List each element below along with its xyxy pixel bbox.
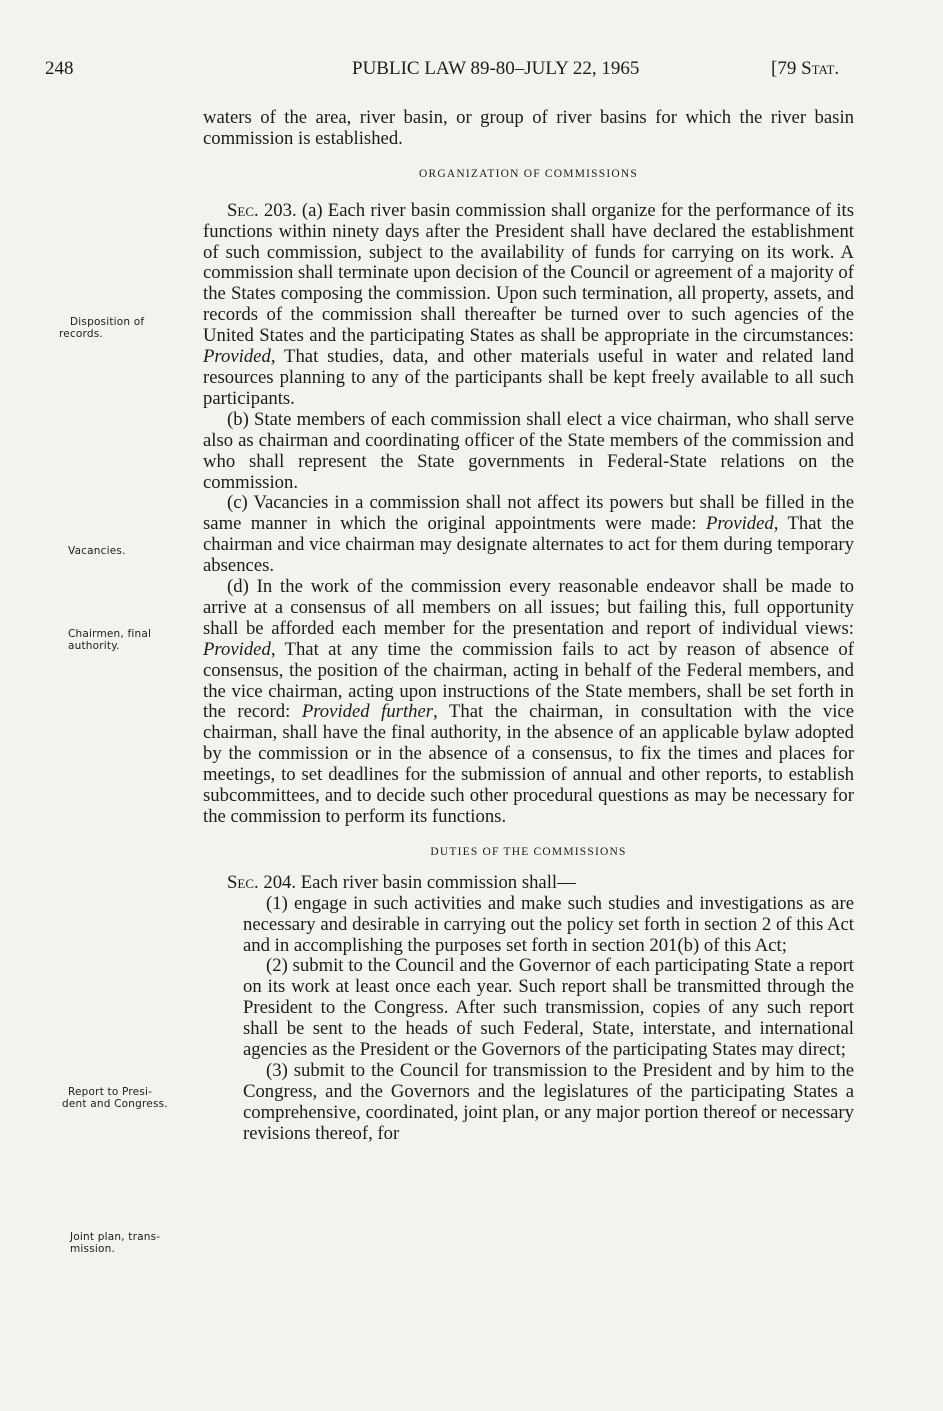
margin-note-joint-plan [70, 1231, 210, 1255]
paragraph-sec-204-3: (3) submit to the Council for transmission to the President and by him to the Congress, and the Governors and the legislatures of the participating States a comprehensive, coordinated, joint plan, or any major portion thereof or necessary revisions thereof, for [243, 1059, 854, 1144]
text-run: (c) Vacancies in a commission shall not affect its powers but shall be filled in the same manner in which the original appointments were made: [203, 492, 854, 535]
margin-note-line: dent and Congress. [62, 1098, 168, 1110]
margin-note-line: authority. [68, 640, 120, 652]
paragraph-continuation: waters of the area, river basin, or group of river basins for which the river basin commission is established. [203, 107, 854, 149]
margin-note-report [62, 1086, 208, 1110]
paragraph-sec-203-a [203, 201, 854, 410]
text-run: 204. Each river basin commission shall— [258, 871, 576, 893]
margin-note-disposition [59, 316, 199, 340]
text-run: , That the chairman and vice chairman may designate alternates to act for them during temporary absences. [203, 513, 854, 577]
proviso: Provided [203, 638, 271, 660]
page-number: 248 [45, 58, 74, 79]
text-run: , That at any time the commission fails to act by reason of absence of consensus, the position of the chairman, acting in behalf of the Federal members, and the vice chairman, acting upon instructions of the State members, shall be set forth in the record: [203, 638, 854, 723]
paragraph-sec-203-b: (b) State members of each commission shall elect a vice chairman, who shall serve also as chairman and coordinating officer of the State members of the commission and who shall represent the State governments in Federal-State relations on the commission. [203, 408, 854, 493]
proviso: Provided [203, 346, 271, 368]
proviso-further: Provided further [301, 701, 434, 723]
margin-note-line: Disposition of [70, 316, 145, 328]
statute-reference [771, 58, 839, 80]
margin-note-line: records. [59, 328, 103, 340]
paragraph-sec-203-d [203, 577, 854, 828]
proviso: Provided [705, 513, 774, 535]
section-heading-organization: ORGANIZATION OF COMMISSIONS [419, 167, 638, 180]
paragraph-sec-203-c [203, 493, 854, 577]
body-text [203, 108, 854, 1145]
text-run: , That studies, data, and other materials useful in water and related land resources planning to any of the participants shall be kept freely available to all such participants. [203, 346, 854, 409]
statute-prefix: [79 [771, 58, 802, 79]
running-head: PUBLIC LAW 89-80–JULY 22, 1965 [352, 58, 640, 79]
section-heading-duties: DUTIES OF THE COMMISSIONS [430, 845, 627, 858]
sec-label: Sec. [227, 871, 259, 893]
paragraph-sec-204-1: (1) engage in such activities and make such studies and investigations as are necessary and desirable in carrying out the policy set forth in section 2 of this Act and in accomplishing the purposes set forth in section 201(b) of this Act; [243, 892, 854, 956]
margin-note-line: Joint plan, trans- [70, 1231, 161, 1243]
paragraph-sec-204-2: (2) submit to the Council and the Governor of each participating State a report on its work at least once each year. Such report shall be transmitted through the President to the Congress. After such transmission, copies of any such report shall be sent to the heads of such Federal, State, interstate, and international agencies as the President or the Governors of the participating States may direct; [243, 955, 854, 1061]
text-run: 203. (a) Each river basin commission shall organize for the performance of its functions within ninety days after the President shall have declared the establishment of such commission, subject to the availability of funds for carrying on its work. A commission shall terminate upon decision of the Council or agreement of a majority of the States composing the commission. Upon such termination, all property, assets, and records of the commission shall thereafter be turned over to such agencies of the United States and the participating States as shall be appropriate in the circumstances: [203, 199, 854, 347]
text-run: (d) In the work of the commission every reasonable endeavor shall be made to arrive at a consensus of all members on all issues; but failing this, full opportunity shall be afforded each member for the presentation and report of individual views: [203, 576, 854, 639]
margin-note-line: Chairmen, final [68, 628, 152, 640]
text-run: , That the chairman, in consultation with the vice chairman, shall have the final authority, in the absence of an applicable bylaw adopted by the commission or in the absence of a consensus, to fix the times and places for meetings, to set deadlines for the submission of annual and other reports, to establish subcommittees, and to decide such other procedural questions as may be necessary for the commission to perform its functions. [203, 701, 854, 827]
paragraph-sec-204 [203, 873, 854, 894]
margin-note-vacancies: Vacancies. [68, 545, 126, 557]
margin-note-line: Report to Presi- [68, 1086, 153, 1098]
margin-note-chairmen [68, 628, 208, 652]
sec-label: Sec. [227, 199, 259, 221]
margin-note-line: mission. [70, 1243, 116, 1255]
statute-word: Stat. [801, 58, 840, 79]
